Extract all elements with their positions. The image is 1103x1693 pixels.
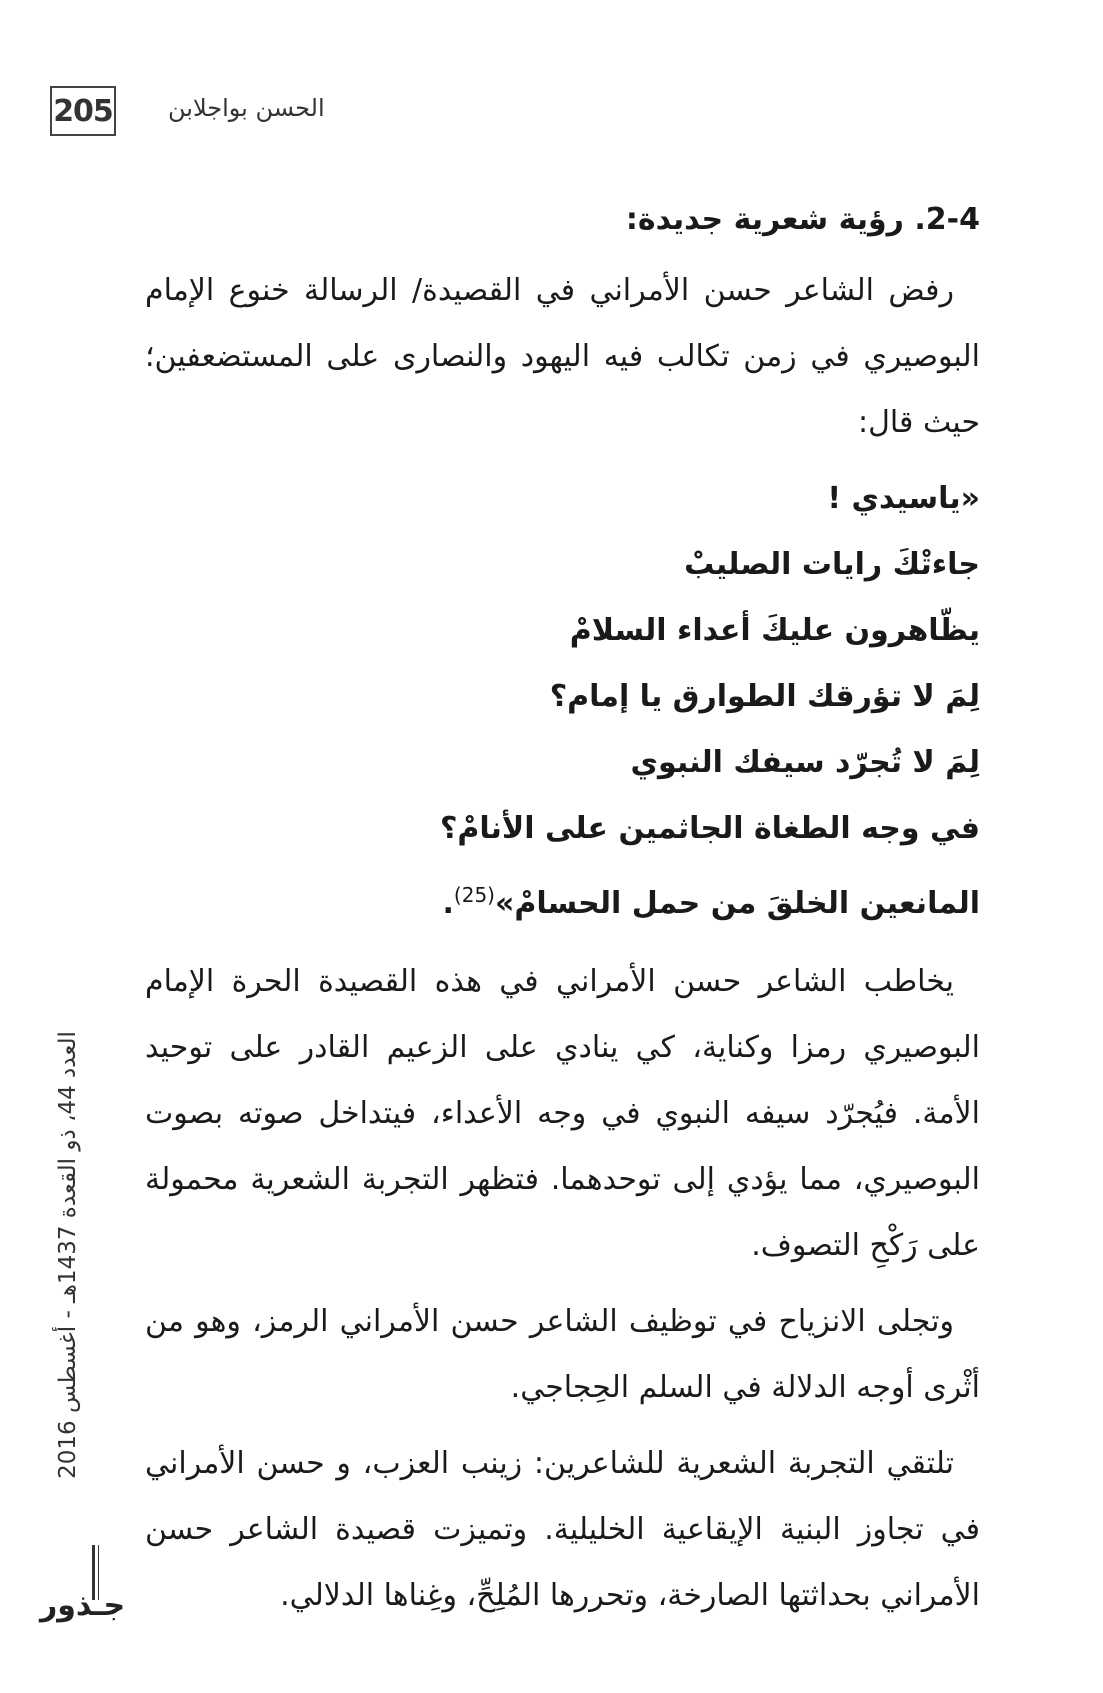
verse-line: «ياسيدي ! bbox=[827, 481, 980, 516]
verse-line: لِمَ لا تُجرّد سيفك النبوي bbox=[630, 745, 980, 780]
issue-info-vertical bbox=[38, 970, 98, 1540]
page-number: 205 bbox=[50, 86, 116, 136]
paragraph: وتجلى الانزياح في توظيف الشاعر حسن الأمراني الرمز، وهو من أثْرى أوجه الدلالة في السلم الحِجاجي. bbox=[145, 1304, 980, 1405]
paragraph: يخاطب الشاعر حسن الأمراني في هذه القصيدة الحرة الإمام البوصيري رمزا وكناية، كي ينادي على الزعيم القادر على توحيد الأمة. فيُجرّد سيفه النبوي في وجه الأعداء، فيتداخل صوته بصوت البوصيري، مما يؤدي إلى توحدهما. فتظهر التجربة الشعرية محمولة على رَكْحِ التصوف. bbox=[145, 964, 980, 1263]
verse-end-period: . bbox=[442, 886, 454, 921]
paragraph: رفض الشاعر حسن الأمراني في القصيدة/ الرسالة خنوع الإمام البوصيري في زمن تكالب فيه اليهود والنصارى على المستضعفين؛ حيث قال: bbox=[145, 273, 980, 440]
journal-logo: جـذور bbox=[40, 1588, 126, 1623]
running-head-author: الحسن بواجلابن bbox=[168, 94, 325, 122]
verse-text: المانعين الخلقَ من حمل الحسامْ» bbox=[494, 886, 980, 921]
main-content bbox=[145, 196, 980, 1639]
footnote-reference[interactable]: (25) bbox=[453, 883, 495, 907]
section-heading: 2-4. رؤية شعرية جديدة: bbox=[625, 202, 980, 237]
issue-info-text: العدد 44، ذو القعدة 1437هـ - أغسطس 2016 bbox=[55, 1031, 81, 1479]
verse-line: لِمَ لا تؤرقك الطوارق يا إمام؟ bbox=[549, 679, 980, 714]
verse-line: جاءتْكَ رايات الصليبْ bbox=[684, 547, 980, 582]
poem-excerpt bbox=[145, 466, 980, 937]
verse-line: في وجه الطغاة الجاثمين على الأنامْ؟ bbox=[439, 811, 980, 846]
verse-line: يظّاهرون عليكَ أعداء السلامْ bbox=[569, 613, 980, 648]
paragraph: تلتقي التجربة الشعرية للشاعرين: زينب العزب، و حسن الأمراني في تجاوز البنية الإيقاعية الخليلية. وتميزت قصيدة الشاعر حسن الأمراني بحداثتها الصارخة، وتحررها المُلِحِّ، وغِناها الدلالي. bbox=[145, 1446, 980, 1613]
verse-line-last bbox=[145, 862, 980, 937]
